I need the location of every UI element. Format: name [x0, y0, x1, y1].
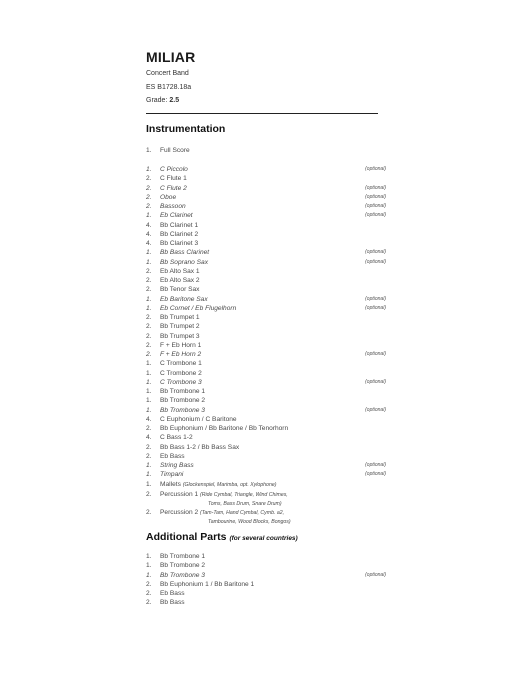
part-count: 1. [146, 480, 152, 488]
list-item [146, 378, 386, 387]
part-name: Bb Tenor Sax [160, 286, 200, 294]
list-item [146, 580, 386, 589]
list-item [146, 267, 386, 276]
list-item [146, 461, 386, 470]
part-count: 1. [146, 378, 152, 386]
list-item [146, 589, 386, 598]
part-count: 1. [146, 360, 152, 368]
part-name: Timpani [160, 471, 184, 479]
part-name: C Bass 1-2 [160, 434, 193, 442]
list-item [146, 571, 386, 580]
part-count: 2. [146, 590, 152, 597]
part-count: 2. [146, 490, 152, 498]
part-name: Full Score [160, 147, 190, 154]
part-name: Eb Bass [160, 452, 185, 460]
list-item [146, 146, 386, 155]
list-item [146, 406, 386, 415]
divider-rule [146, 113, 378, 114]
grade-line [146, 97, 179, 104]
list-item [146, 295, 386, 304]
list-item [146, 276, 386, 285]
list-item [146, 359, 386, 368]
optional-tag: (optional) [365, 166, 386, 172]
list-item [146, 552, 386, 561]
part-name: Bb Bass 1-2 / Bb Bass Sax [160, 443, 240, 451]
list-item [146, 561, 386, 570]
part-name: Bb Clarinet 2 [160, 230, 199, 238]
list-item [146, 490, 386, 500]
part-name: Bb Euphonium 1 / Bb Baritone 1 [160, 580, 255, 588]
part-count: 2. [146, 277, 152, 284]
grade-label: Grade: [146, 97, 168, 104]
list-item [146, 322, 386, 331]
part-count: 2. [146, 175, 152, 183]
part-name: Bb Clarinet 1 [160, 221, 199, 229]
optional-tag: (optional) [365, 258, 386, 265]
part-name: Bb Trumpet 2 [160, 323, 200, 331]
instrumentation-heading: Instrumentation [146, 123, 226, 135]
list-item [146, 508, 386, 518]
list-item [146, 443, 386, 452]
optional-tag: (optional) [365, 295, 386, 302]
part-count: 2. [146, 314, 152, 321]
part-count: 1. [146, 471, 152, 479]
part-name: C Piccolo [160, 166, 188, 173]
optional-tag: (optional) [365, 462, 386, 468]
part-count: 1. [146, 553, 152, 560]
list-item [146, 211, 386, 220]
optional-tag: (optional) [365, 184, 386, 191]
part-count: 1. [146, 295, 152, 303]
part-name: Bb Euphonium / Bb Baritone / Bb Tenorhorn [160, 425, 289, 432]
part-name: Eb Alto Sax 2 [160, 277, 200, 284]
part-count: 1. [146, 304, 152, 312]
optional-tag: (optional) [365, 193, 386, 200]
part-count: 2. [146, 452, 152, 460]
part-count: 2. [146, 341, 152, 349]
part-count: 2. [146, 351, 152, 358]
list-item [146, 193, 386, 202]
part-name: Bb Clarinet 3 [160, 240, 199, 247]
optional-tag: (optional) [365, 212, 386, 219]
piece-title: MILIAR [146, 49, 196, 65]
part-name: F + Eb Horn 1 [160, 341, 202, 349]
full-score-list [146, 146, 386, 155]
part-count: 1. [146, 147, 152, 154]
part-count: 2. [146, 286, 152, 294]
part-count: 2. [146, 267, 152, 275]
list-item [146, 313, 386, 322]
part-name: Bb Soprano Sax [160, 258, 209, 266]
part-count: 2. [146, 323, 152, 331]
list-item [146, 174, 386, 183]
part-count: 1. [146, 212, 152, 220]
part-name: Oboe [160, 193, 177, 201]
instrument-list [146, 165, 386, 526]
list-item [146, 470, 386, 479]
part-count: 1. [146, 388, 152, 395]
part-name: Bb Trombone 3 [160, 406, 205, 414]
list-item [146, 433, 386, 442]
optional-tag: (optional) [365, 304, 386, 311]
part-count: 2. [146, 580, 152, 588]
optional-tag: (optional) [365, 471, 386, 478]
grade-value: 2.5 [169, 97, 180, 104]
optional-tag: (optional) [365, 378, 386, 385]
part-name: Bb Trombone 1 [160, 553, 206, 560]
part-name: Bb Trombone 3 [160, 571, 205, 579]
part-name: Bb Bass [160, 599, 185, 607]
part-count: 4. [146, 221, 152, 229]
list-item [146, 424, 386, 433]
optional-tag: (optional) [365, 571, 386, 578]
part-name: C Flute 1 [160, 175, 187, 183]
list-item [146, 258, 386, 267]
part-count: 2. [146, 509, 152, 516]
part-name: Eb Cornet / Eb Flugelhorn [160, 304, 237, 312]
part-count: 2. [146, 184, 152, 192]
part-count: 4. [146, 230, 152, 238]
optional-tag: (optional) [365, 406, 386, 413]
part-name: Bassoon [160, 203, 186, 210]
list-item [146, 239, 386, 248]
list-item [146, 332, 386, 341]
part-count: 2. [146, 193, 152, 201]
list-item [146, 341, 386, 350]
list-item [146, 248, 386, 257]
part-count: 1. [146, 406, 152, 414]
part-count: 2. [146, 443, 152, 451]
list-item [146, 369, 386, 378]
part-name: Eb Alto Sax 1 [160, 267, 200, 275]
list-item [146, 230, 386, 239]
list-item [146, 285, 386, 294]
part-count: 1. [146, 571, 152, 579]
part-name: Bb Trumpet 1 [160, 314, 200, 321]
list-item [146, 304, 386, 313]
part-name: Mallets (Glockenspiel, Marimba, opt. Xylophone) [160, 480, 277, 488]
part-detail-continued: Tambourine, Wood Blocks, Bongos) [208, 519, 291, 526]
part-name: Bb Bass Clarinet [160, 249, 210, 257]
part-name: Eb Clarinet [160, 212, 193, 220]
optional-tag: (optional) [365, 203, 386, 209]
part-name: C Euphonium / C Baritone [160, 415, 237, 423]
list-item [146, 184, 386, 193]
part-count: 1. [146, 397, 152, 405]
part-name: Bb Trumpet 3 [160, 332, 200, 340]
part-count: 2. [146, 599, 152, 607]
part-name: Percussion 2 (Tam-Tam, Hand Cymbal, Cymb. a2, [160, 509, 285, 516]
list-item [146, 165, 386, 174]
optional-tag: (optional) [365, 351, 386, 357]
catalog-code: ES B1728.18a [146, 84, 192, 91]
part-count: 1. [146, 562, 152, 570]
list-item [146, 350, 386, 359]
list-item [146, 202, 386, 211]
part-name: C Trombone 1 [160, 360, 202, 368]
part-detail: (Ride Cymbal, Triangle, Wind Chimes, [199, 491, 288, 498]
additional-parts-title: Additional Parts [146, 531, 227, 543]
part-detail-continued: Toms, Bass Drum, Snare Drum) [208, 501, 282, 507]
list-item [146, 396, 386, 405]
list-item [146, 480, 386, 490]
part-count: 4. [146, 415, 152, 423]
part-name: C Trombone 3 [160, 378, 202, 386]
part-count: 2. [146, 203, 152, 210]
part-name: Eb Baritone Sax [160, 295, 208, 303]
part-count: 1. [146, 369, 152, 377]
additional-parts-list [146, 552, 386, 608]
part-name: Bb Trombone 1 [160, 388, 206, 395]
part-count: 4. [146, 240, 152, 247]
additional-parts-note: (for several countries) [229, 535, 298, 542]
ensemble-label: Concert Band [146, 70, 189, 77]
part-name: F + Eb Horn 2 [160, 351, 202, 358]
list-item [146, 598, 386, 607]
part-detail: (Tam-Tam, Hand Cymbal, Cymb. a2, [199, 510, 285, 516]
part-detail: (Glockenspiel, Marimba, opt. Xylophone) [182, 481, 277, 488]
part-name: C Flute 2 [160, 184, 187, 192]
part-count: 1. [146, 166, 152, 173]
part-name: Percussion 1 (Ride Cymbal, Triangle, Wind Chimes, [160, 490, 288, 498]
optional-tag: (optional) [365, 249, 386, 256]
part-count: 1. [146, 462, 152, 469]
part-name: Bb Trombone 2 [160, 397, 206, 405]
part-count: 1. [146, 249, 152, 257]
part-count: 4. [146, 434, 152, 442]
part-name: Eb Bass [160, 590, 185, 597]
list-item [146, 415, 386, 424]
part-name: String Bass [160, 462, 194, 469]
part-count: 1. [146, 258, 152, 266]
part-name: C Trombone 2 [160, 369, 202, 377]
part-name: Bb Trombone 2 [160, 562, 206, 570]
additional-parts-heading [146, 531, 298, 543]
list-item [146, 221, 386, 230]
list-item [146, 452, 386, 461]
list-item [146, 387, 386, 396]
part-count: 2. [146, 425, 152, 432]
part-count: 2. [146, 332, 152, 340]
